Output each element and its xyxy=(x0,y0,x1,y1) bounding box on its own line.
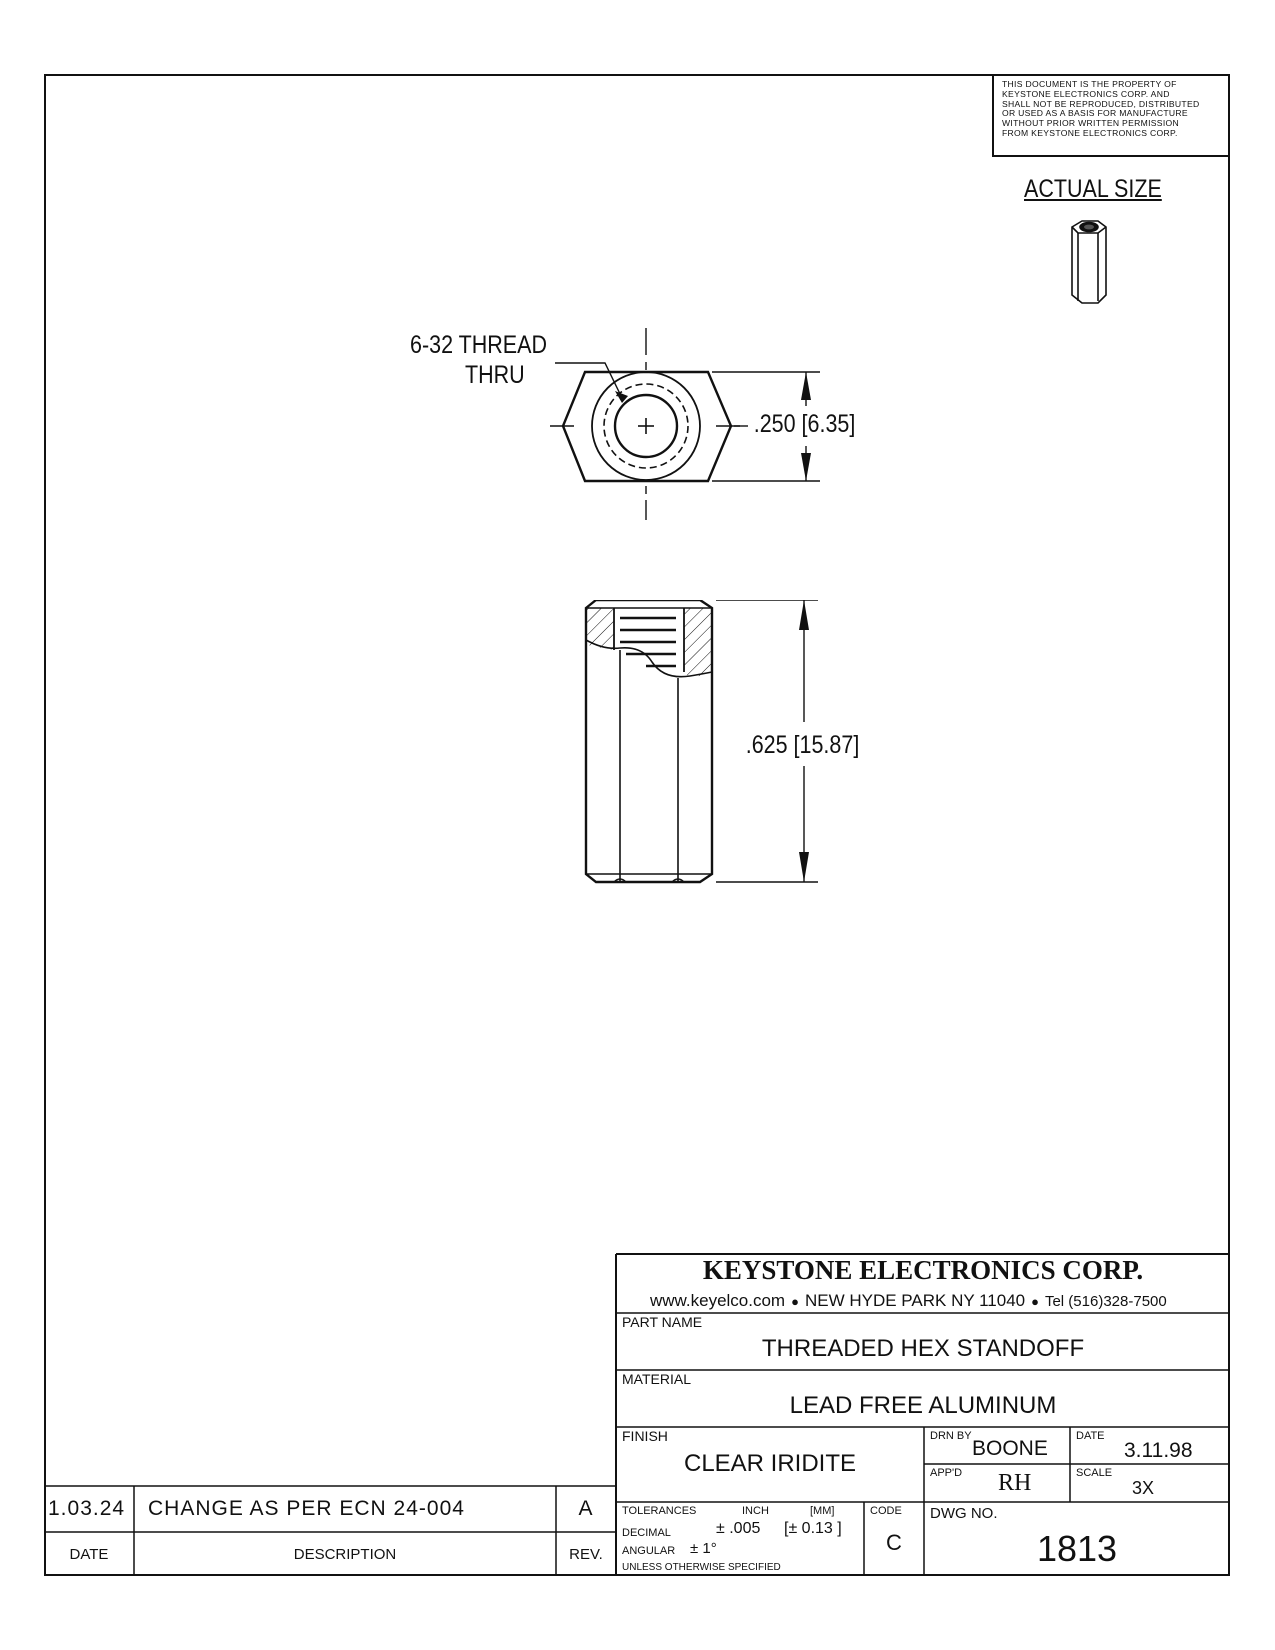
drawing-number-label: DWG NO. xyxy=(930,1505,998,1522)
date-value: 3.11.98 xyxy=(1124,1439,1193,1462)
approved-label: APP'D xyxy=(930,1467,963,1479)
thread-note-line2: THRU xyxy=(464,361,525,389)
bullet-icon: ● xyxy=(1031,1294,1039,1309)
company-website: www.keyelco.com xyxy=(650,1291,786,1310)
notice-line: SHALL NOT BE REPRODUCED, DISTRIBUTED xyxy=(1002,98,1200,109)
unless-specified-note: UNLESS OTHERWISE SPECIFIED xyxy=(622,1562,781,1573)
angular-label: ANGULAR xyxy=(622,1545,676,1557)
notice-line: WITHOUT PRIOR WRITTEN PERMISSION xyxy=(1002,118,1180,129)
part-name-label: PART NAME xyxy=(622,1314,703,1330)
finish-label: FINISH xyxy=(622,1428,668,1444)
drawn-by-label: DRN BY xyxy=(930,1430,972,1442)
tolerances-label: TOLERANCES xyxy=(622,1505,697,1517)
material-label: MATERIAL xyxy=(622,1371,691,1387)
finish-value: CLEAR IRIDITE xyxy=(683,1450,857,1477)
thread-note-line1: 6-32 THREAD xyxy=(410,331,548,359)
drawn-by-value: BOONE xyxy=(972,1437,1048,1460)
dimension-width: .250 [6.35] xyxy=(753,410,856,438)
notice-line: OR USED AS A BASIS FOR MANUFACTURE xyxy=(1002,108,1188,119)
decimal-label: DECIMAL xyxy=(622,1527,671,1539)
company-address: NEW HYDE PARK NY 11040 xyxy=(804,1291,1026,1310)
rev-column-header: REV. xyxy=(569,1546,603,1563)
revision-date: 1.03.24 xyxy=(48,1497,126,1520)
material-value: LEAD FREE ALUMINUM xyxy=(789,1392,1057,1419)
inch-label: INCH xyxy=(742,1505,769,1517)
notice-line: FROM KEYSTONE ELECTRONICS CORP. xyxy=(1002,127,1178,138)
notice-line: THIS DOCUMENT IS THE PROPERTY OF xyxy=(1002,79,1177,89)
revision-letter: A xyxy=(578,1497,594,1520)
company-name: KEYSTONE ELECTRONICS CORP. xyxy=(702,1255,1144,1285)
decimal-mm-tolerance: [± 0.13 ] xyxy=(784,1520,842,1537)
description-column-header: DESCRIPTION xyxy=(293,1546,397,1563)
code-label: CODE xyxy=(870,1505,902,1517)
scale-value: 3X xyxy=(1132,1478,1155,1498)
code-value: C xyxy=(886,1530,902,1555)
revision-description: CHANGE AS PER ECN 24-004 xyxy=(148,1497,465,1520)
bullet-icon: ● xyxy=(791,1294,799,1309)
actual-size-label: ACTUAL SIZE xyxy=(1024,175,1162,203)
dimension-length: .625 [15.87] xyxy=(745,731,860,759)
mm-label: [MM] xyxy=(810,1505,835,1517)
angular-tolerance: ± 1° xyxy=(690,1540,717,1557)
decimal-inch-tolerance: ± .005 xyxy=(716,1520,761,1537)
company-contact-line xyxy=(650,1291,1167,1311)
notice-line: KEYSTONE ELECTRONICS CORP. AND xyxy=(1002,88,1170,99)
approved-value: RH xyxy=(998,1470,1032,1496)
drawing-number-value: 1813 xyxy=(1036,1528,1118,1569)
date-column-header: DATE xyxy=(69,1546,109,1563)
company-phone: Tel (516)328-7500 xyxy=(1044,1293,1167,1310)
date-label: DATE xyxy=(1076,1430,1105,1442)
part-name-value: THREADED HEX STANDOFF xyxy=(761,1335,1085,1362)
scale-label: SCALE xyxy=(1076,1467,1113,1479)
